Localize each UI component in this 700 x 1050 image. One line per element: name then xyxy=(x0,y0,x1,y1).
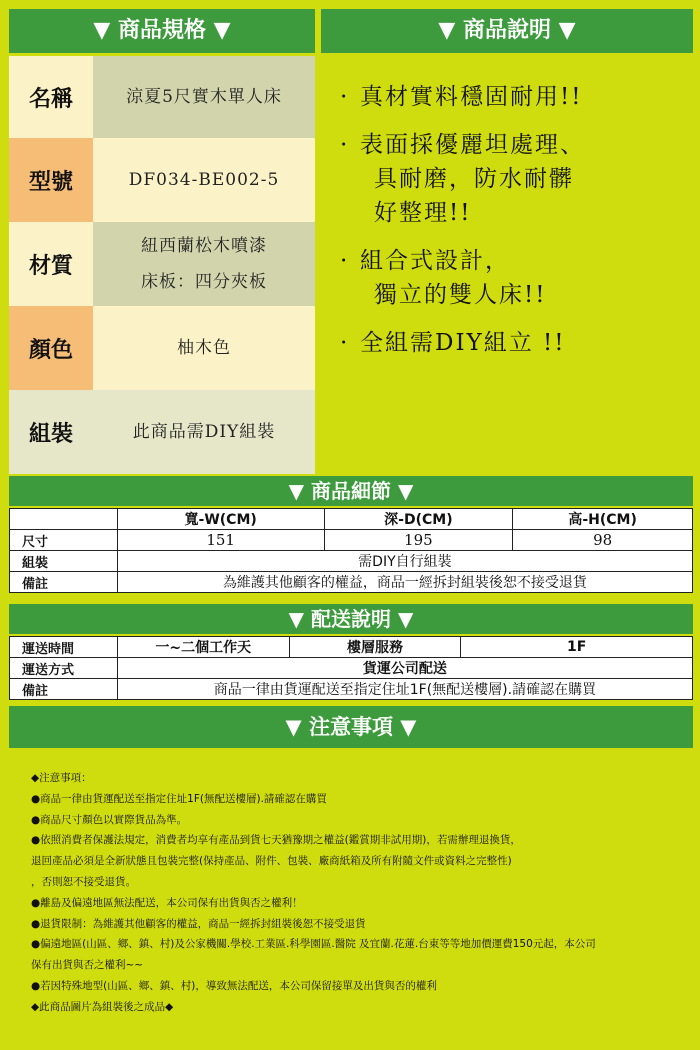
size-depth: 195 xyxy=(324,530,513,551)
column-depth: 深-D(CM) xyxy=(324,509,513,530)
notice-line-11: ●若因特殊地型(山區、鄉、鎮、村)，導致無法配送，本公司保留接單及出貨與否的權利 xyxy=(31,979,437,992)
assembly-label: 組裝 xyxy=(10,551,118,572)
bullet-dot: · xyxy=(340,84,350,110)
notice-line-10: 保有出貨與否之權利~~ xyxy=(31,959,144,972)
spec-label-model: 型號 xyxy=(9,138,93,222)
notice-line-7: ●離島及偏遠地區無法配送，本公司保有出貨與否之權利！ xyxy=(31,896,303,909)
spec-label-assembly: 組裝 xyxy=(9,390,93,474)
bullet-dot: · xyxy=(340,330,350,356)
table-row xyxy=(10,551,693,572)
table-row xyxy=(10,530,693,551)
table-row xyxy=(10,679,693,700)
spec-value-material-line-2: 床板：四分夾板 xyxy=(141,272,267,292)
details-note-value: 為維護其他顧客的權益，商品一經拆封組裝後恕不接受退貨 xyxy=(117,572,692,593)
description-list xyxy=(340,80,690,360)
table-row xyxy=(10,637,693,658)
spec-value-assembly-line: 此商品需DIY組裝 xyxy=(132,422,276,442)
notice-header: ▼ 注意事項 ▼ xyxy=(9,706,693,748)
delivery-time-label: 運送時間 xyxy=(10,637,118,658)
spec-label-material: 材質 xyxy=(9,222,93,306)
description-bullet-1 xyxy=(340,80,690,114)
bullet-3-line-1: 組合式設計， xyxy=(360,248,510,274)
bullet-dot: · xyxy=(340,132,350,158)
table-row xyxy=(10,509,693,530)
floor-service-label: 樓層服務 xyxy=(289,637,461,658)
table-row xyxy=(10,658,693,679)
description-header: ▼ 商品說明 ▼ xyxy=(321,9,693,53)
notice-line-3: ●商品尺寸顏色以實際貨品為準。 xyxy=(31,813,188,826)
notice-line-9: ●偏遠地區(山區、鄉、鎮、村)及公家機關.學校.工業區.科學園區.醫院 及宜蘭.花蓮.台東等等地加價運費150元起，本公司 xyxy=(31,938,596,951)
notice-line-4: ●依照消費者保護法規定，消費者均享有產品到貨七天猶豫期之權益(鑑賞期非試用期)，若需辦理退換貨， xyxy=(31,834,521,847)
delivery-time-value: 一~二個工作天 xyxy=(117,637,289,658)
details-note-label: 備註 xyxy=(10,572,118,593)
details-header: ▼ 商品細節 ▼ xyxy=(9,476,693,506)
bullet-dot: · xyxy=(340,248,350,274)
spec-value-color xyxy=(93,306,315,390)
spec-value-model-line: DF034-BE002-5 xyxy=(128,170,280,190)
column-width: 寬-W(CM) xyxy=(117,509,324,530)
spec-value-color-line: 柚木色 xyxy=(177,338,231,358)
spec-value-name-line: 涼夏5尺實木單人床 xyxy=(126,87,282,107)
spec-value-material-line-1: 紐西蘭松木噴漆 xyxy=(141,236,267,256)
delivery-note-value: 商品一律由貨運配送至指定住址1F(無配送樓層).請確認在購買 xyxy=(117,679,692,700)
spec-header: ▼ 商品規格 ▼ xyxy=(9,9,315,53)
description-bullet-4 xyxy=(340,326,690,360)
spec-value-assembly xyxy=(93,390,315,474)
assembly-value: 需DIY自行組裝 xyxy=(117,551,692,572)
bullet-3-line-2: 獨立的雙人床!! xyxy=(374,282,547,308)
delivery-note-label: 備註 xyxy=(10,679,118,700)
column-height: 高-H(CM) xyxy=(513,509,693,530)
notice-line-5: 退回產品必須是全新狀態且包裝完整(保持產品、附件、包裝、廠商紙箱及所有附隨文件或資料之完整性) xyxy=(31,855,512,868)
notice-line-8: ●退貨限制：為維護其他顧客的權益，商品一經拆封組裝後恕不接受退貨 xyxy=(31,917,366,930)
bullet-4-line-1: 全組需DIY組立 !! xyxy=(360,330,566,356)
spec-value-material xyxy=(93,222,315,306)
spec-panel xyxy=(9,56,315,474)
notice-line-6: ，否則恕不接受退貨。 xyxy=(31,875,136,888)
bullet-2-line-3: 好整理!! xyxy=(374,200,472,226)
bullet-1-line-1: 真材實料穩固耐用!! xyxy=(360,84,583,110)
floor-service-value: 1F xyxy=(461,637,693,658)
delivery-header: ▼ 配送說明 ▼ xyxy=(9,604,693,634)
table-row xyxy=(10,572,693,593)
bullet-2-line-1: 表面採優麗坦處理、 xyxy=(360,132,585,158)
size-height: 98 xyxy=(513,530,693,551)
spec-label-color: 顏色 xyxy=(9,306,93,390)
delivery-table xyxy=(9,636,693,700)
description-bullet-3 xyxy=(340,244,690,312)
spec-value-model xyxy=(93,138,315,222)
delivery-method-label: 運送方式 xyxy=(10,658,118,679)
size-width: 151 xyxy=(117,530,324,551)
spec-value-name xyxy=(93,56,315,138)
spec-label-name: 名稱 xyxy=(9,56,93,138)
delivery-method-value: 貨運公司配送 xyxy=(117,658,692,679)
notice-line-1: ◆注意事項： xyxy=(31,772,92,784)
notice-line-2: ●商品一律由貨運配送至指定住址1F(無配送樓層).請確認在購買 xyxy=(31,792,327,805)
notice-panel xyxy=(9,752,693,1035)
description-bullet-2 xyxy=(340,128,690,230)
details-table xyxy=(9,508,693,593)
details-corner xyxy=(10,509,118,530)
bullet-2-line-2: 具耐磨，防水耐髒 xyxy=(374,166,574,192)
notice-line-12: ◆此商品圖片為組裝後之成品◆ xyxy=(31,1000,174,1013)
size-label: 尺寸 xyxy=(10,530,118,551)
